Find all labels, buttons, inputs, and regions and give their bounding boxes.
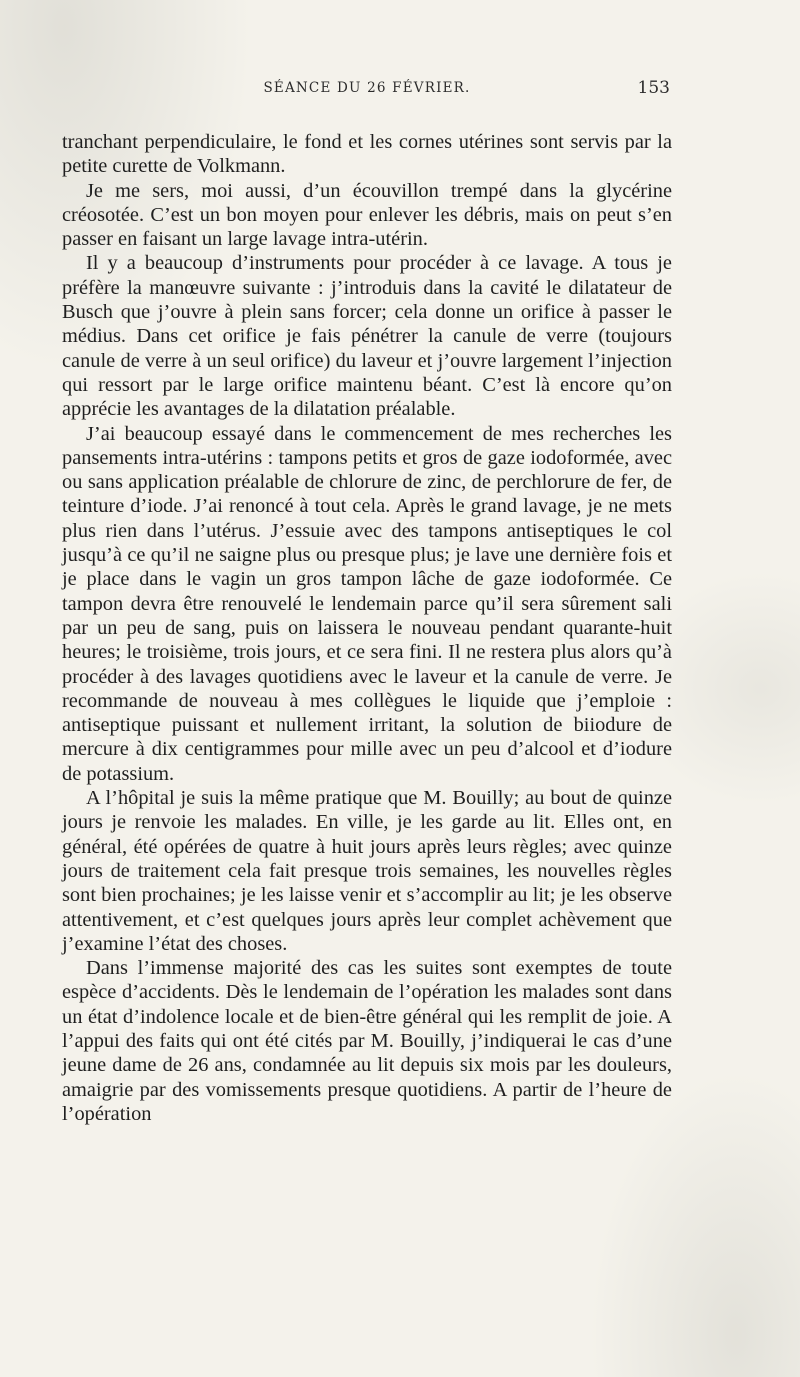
paragraph: Il y a beaucoup d’instruments pour procéder à ce lavage. A tous je préfère la manœuvre suivante : j’introduis dans la cavité le dilatateur de Busch que j’ouvre à plein sans forcer; cela donne un orifice à passer le médius. Dans cet orifice je fais pénétrer la canule de verre (toujours canule de verre à un seul orifice) du laveur et j’ouvre largement l’injection qui ressort par le large orifice maintenu béant. C’est là encore qu’on apprécie les avantages de la dilatation préalable. [62,252,672,421]
paragraph: J’ai beaucoup essayé dans le commencement de mes recherches les pansements intra-utérins : tampons petits et gros de gaze iodoformée, avec ou sans application préalable de chlorure de zinc, de perchlorure de fer, de teinture d’iode. J’ai renoncé à tout cela. Après le grand lavage, je ne mets plus rien dans l’utérus. J’essuie avec des tampons antiseptiques le col jusqu’à ce qu’il ne saigne plus ou presque plus; je lave une dernière fois et je place dans le vagin un gros tampon lâche de gaze iodoformée. Ce tampon devra être renouvelé le lendemain parce qu’il sera sûrement sali par un peu de sang, puis on laissera le nouveau pendant quarante-huit heures; le troisième, trois jours, et ce sera fini. Il ne restera plus alors qu’à procéder à des lavages quotidiens avec le laveur et la canule de verre. Je recommande de nouveau à mes collègues le liquide que j’emploie : antiseptique puissant et nullement irritant, la solution de biiodure de mercure à dix centigrammes pour mille avec un peu d’alcool et d’iodure de potassium. [62,422,672,785]
running-title: SÉANCE DU 26 FÉVRIER. [263,80,471,96]
paragraph: A l’hôpital je suis la même pratique que M. Bouilly; au bout de quinze jours je renvoie les malades. En ville, je les garde au lit. Elles ont, en général, été opérées de quatre à huit jours après leurs règles; avec quinze jours de traitement cela fait presque trois semaines, les nouvelles règles sont bien prochaines; je les laisse venir et s’accomplir au lit; je les observe attentivement, et c’est quelques jours après leur complet achèvement que j’examine l’état des choses. [62,787,672,955]
page-number: 153 [637,78,670,98]
paragraph: Dans l’immense majorité des cas les suites sont exemptes de toute espèce d’accidents. Dès le lendemain de l’opération les malades sont dans un état d’indolence locale et de bien-être général qui les remplit de joie. A l’appui des faits qui ont été cités par M. Bouilly, j’indiquerai le cas d’une jeune dame de 26 ans, condamnée au lit depuis six mois par les douleurs, amaigrie par des vomissements presque quotidiens. A partir de l’heure de l’opération [62,957,672,1125]
paragraph: Je me sers, moi aussi, d’un écouvillon trempé dans la glycérine créosotée. C’est un bon moyen pour enlever les débris, mais on peut s’en passer en faisant un large lavage intra-utérin. [62,179,672,251]
paragraph-continuation: tranchant perpendiculaire, le fond et les cornes utérines sont servis par la petite curette de Volkmann. [62,131,672,178]
running-header [62,78,672,100]
body-text [62,130,672,1126]
